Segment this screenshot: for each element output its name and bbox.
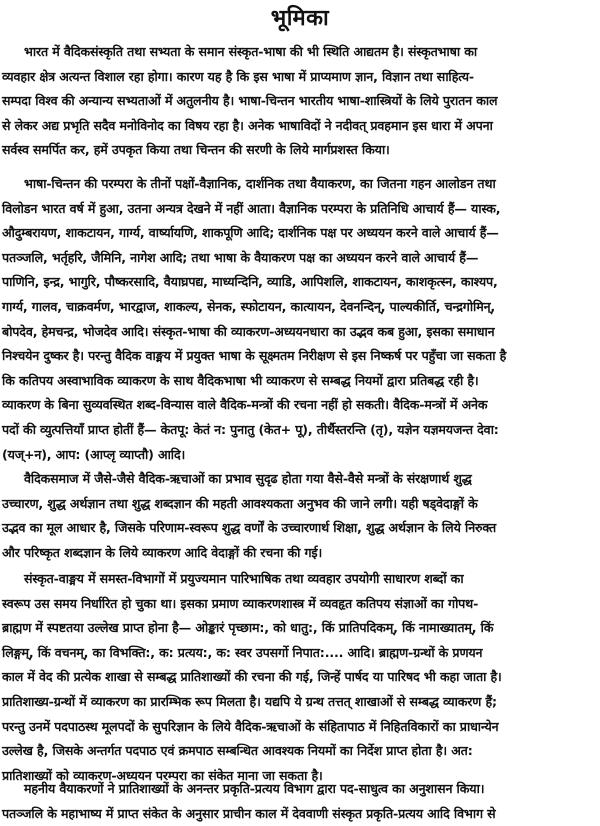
text-line: पदों की व्युत्पत्तियाँ प्राप्त होतीं हैं— केतपू: केतं न: पुनातु (केत+ पू), तीर्थैस्तरन्ति (तृ), यज्ञेन यज्ञमयजन्त देवा: — [2, 421, 499, 437]
text-line: औदुम्बरायण, शाकटायन, गार्ग्य, वार्ष्यायणि, शाकपूणि आदि; दार्शनिक पक्ष पर अध्ययन करने वाले आचार्य हैं— — [2, 225, 499, 241]
text-line: पाणिनि, इन्द्र, भागुरि, पौष्करसादि, वैयाघ्रपद्य, माध्यन्दिनि, व्याडि, आपिशलि, शाकटायन, काशकृत्स्न, काश्यप, — [2, 274, 498, 290]
text-line: संस्कृत-वाङ्मय में समस्त-विभागों में प्रयुज्यमान पारिभाषिक तथा व्यवहार उपयोगी साधारण शब्दों का — [24, 571, 464, 586]
text-line: सम्पदा विश्व की अन्यान्य सभ्यताओं में अतुलनीय है। भाषा-चिन्तन भारतीय भाषा-शास्त्रियों के लिये पुरातन काल — [2, 93, 498, 109]
text-line: प्रातिशाख्य-ग्रन्थों में व्याकरण का प्रारम्भिक रूप मिलता है। यद्यपि ये ग्रन्थ तत्तत् शाखाओं से सम्बद्ध व्याकरण हैं; — [2, 693, 497, 709]
text-line: से लेकर अद्य प्रभृति सदैव मनोविनोद का विषय रहा है। अनेक भाषाविदों ने नदीवत् प्रवहमान इस धारा में अपना — [2, 117, 493, 133]
text-line: गार्ग्य, गालव, चाक्रवर्मण, भारद्वाज, शाकल्य, सेनक, स्फोटायन, कात्यायन, देवनन्दिन्, पाल्यकीर्ति, चन्द्रगोमिन्, — [2, 298, 496, 314]
text-line: (यज्+न), आप: (आप्लृ व्याप्तौ) आदि। — [2, 446, 186, 462]
text-line: प्रातिशाख्यों को व्याकरण-अध्ययन परम्परा का संकेत माना जा सकता है। — [2, 767, 323, 783]
text-line: बोपदेव, हेमचन्द्र, भोजदेव आदि। संस्कृत-भाषा की व्याकरण-अध्ययनधारा का उद्भव कब हुआ, इसका समाधान — [2, 323, 495, 339]
text-line: व्याकरण के बिना सुव्यवस्थित शब्द-विन्यास वाले वैदिक-मन्त्रों की रचना नहीं हो सकती। वैदिक-मन्त्रों में अनेक — [2, 397, 488, 413]
paragraph-grammarians — [0, 777, 600, 826]
text-line: महनीय वैयाकरणों ने प्रातिशाख्यों के अनन्तर प्रकृति-प्रत्यय विभाग द्वारा पद-साधुत्व का अनुशासन किया। — [24, 781, 485, 796]
text-line: काल में वेद की प्रत्येक शाखा से सम्बद्ध प्रातिशाख्यों की रचना की गई, जिन्हें पार्षद या पारिषद भी कहा जाता है। — [2, 669, 502, 685]
text-line: उच्चारण, शुद्ध अर्थज्ञान तथा शुद्ध शब्दज्ञान की महती आवश्यकता अनुभव की जाने लगी। यही षड्वेदाङ्गों के — [2, 495, 478, 511]
page-title: भूमिका — [270, 6, 330, 31]
text-line: लिङ्गम्, किं वचनम्, का विभक्ति:, क: प्रत्यय:, क: स्वर उपसर्गो निपात:.... आदि। ब्राह्मण-ग्रन्थों के प्रणयन — [2, 644, 483, 660]
text-line: उद्भव का मूल आधार है, जिसके परिणाम-स्वरूप शुद्ध वर्णों के उच्चारणार्थ शिक्षा, शुद्ध अर्थज्ञान के लिये निरुक्त — [2, 520, 497, 536]
text-line: भारत में वैदिकसंस्कृति तथा सभ्यता के समान संस्कृत-भाषा की भी स्थिति आद्यतम है। संस्कृतभाषा का — [24, 44, 478, 59]
text-line: व्यवहार क्षेत्र अत्यन्त विशाल रहा होगा। कारण यह है कि इस भाषा में प्राप्यमाण ज्ञान, विज्ञान तथा साहित्य- — [2, 68, 474, 84]
text-line: विलोडन भारत वर्ष में हुआ, उतना अन्यत्र देखने में नहीं आता। वैज्ञानिक परम्परा के प्रतिनिधि आचार्य हैं— यास्क, — [2, 200, 501, 216]
paragraph-terminology — [0, 567, 600, 788]
text-line: परन्तु उनमें पदपाठस्थ मूलपदों के सुपरिज्ञान के लिये वैदिक-ऋचाओं के संहितापाठ में निहितविकारों का प्राधान्येन — [2, 718, 499, 734]
text-line: वैदिकसमाज में जैसे-जैसे वैदिक-ऋचाओं का प्रभाव सुदृढ होता गया वैसे-वैसे मन्त्रों के संरक्षणार्थ शुद्ध — [24, 471, 472, 486]
text-line: उल्लेख है, जिसके अन्तर्गत पदपाठ एवं क्रमपाठ सम्बन्धित आवश्यक नियमों का निर्देश प्राप्त होता है। अत: — [2, 743, 473, 759]
text-line: पतञ्जलि के महाभाष्य में प्राप्त संकेत के अनुसार प्राचीन काल में देववाणी संस्कृत प्रकृति-प्रत्यय आदि विभाग से — [2, 805, 496, 821]
text-line: पतञ्जलि, भर्तृहरि, जैमिनि, नागेश आदि; तथा भाषा के वैयाकरण पक्ष का अध्ययन करने वाले आचार्य हैं— — [2, 249, 479, 265]
text-line: कि कतिपय अस्वाभाविक व्याकरण के साथ वैदिकभाषा भी व्याकरण से सम्बद्ध नियमों द्वारा प्रतिबद्ध रही है। — [2, 372, 479, 388]
paragraph-intro — [0, 40, 600, 163]
text-line: स्वरूप उस समय निर्धारित हो चुका था। इसका प्रमाण व्याकरणशास्त्र में व्यवहृत कतिपय संज्ञाओं का गोपथ- — [2, 595, 479, 611]
text-line: भाषा-चिन्तन की परम्परा के तीनों पक्षों-वैज्ञानिक, दार्शनिक तथा वैयाकरण, का जितना गहन आलोडन तथा — [24, 176, 496, 191]
text-line: और परिष्कृत शब्दज्ञान के लिये व्याकरण आदि वेदाङ्गों की रचना की गई। — [2, 544, 323, 560]
paragraph-traditions — [0, 172, 600, 467]
paragraph-vedic-society — [0, 467, 600, 565]
text-line: निश्चयेन दुष्कर है। परन्तु वैदिक वाङ्मय में प्रयुक्त भाषा के सूक्ष्मतम निरीक्षण से इस निष्कर्ष पर पहुँचा जा सकता है — [2, 348, 507, 364]
text-line: सर्वस्व समर्पित कर, हमें उपकृत किया तथा चिन्तन की सरणी के लिये मार्गप्रशस्त किया। — [2, 142, 390, 158]
text-line: ब्राह्मण में स्पष्टतया उल्लेख प्राप्त होना है— ओङ्कारं पृच्छाम:, को धातु:, किं प्रातिपदिकम्, किं नामाख्यातम्, किं — [2, 620, 494, 636]
